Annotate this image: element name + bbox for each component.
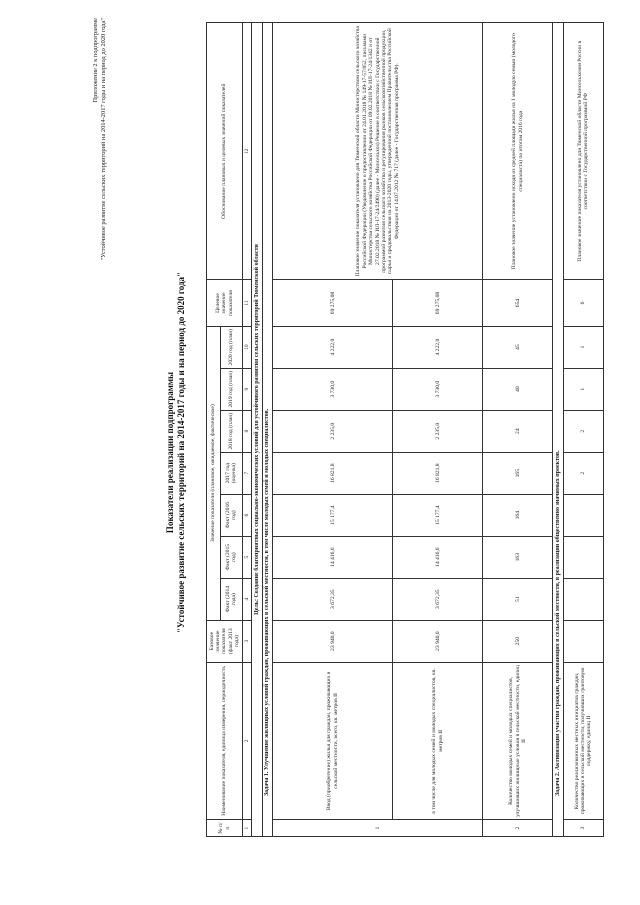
task2-text: Задача 2. Активизация участия граждан, проживающих в сельской местности, в реализации общественно значимых проектов. [553, 23, 563, 837]
document-title: Показатели реализации подпрограммы [165, 371, 175, 534]
appendix-line-1: Приложение 2 к подпрограмме [92, 18, 99, 103]
row-value: 14 416,6 [393, 536, 483, 578]
row-value: 15 177,4 [273, 494, 393, 536]
row-value: 6 [563, 280, 603, 326]
task2-row [553, 23, 563, 837]
col-index: 1 [243, 820, 252, 837]
row-number: 3 [563, 820, 603, 837]
header-2017: 2017 год (оценка) [220, 452, 242, 494]
row-value: 3 730,0 [273, 368, 393, 410]
header-2019: 2019 год (план) [220, 368, 242, 410]
row-value: 24 [483, 410, 553, 452]
row-value: 16 821,8 [393, 452, 483, 494]
col-index: 8 [243, 410, 252, 452]
row-value: 40 [483, 368, 553, 410]
row-value: 3 672,35 [273, 578, 393, 620]
row-value: 1 [563, 326, 603, 368]
table-row [273, 23, 393, 837]
row-justification: Плановое значение показателя установлено для Тюменской области Минсельхозом России в соответствии с Государственной программой РФ [563, 23, 603, 280]
row-indicator: в том числе для молодых семей и молодых специалистов, кв. метров II [393, 662, 483, 820]
header-2014: Факт (2014 года) [220, 578, 242, 620]
row-value: 15 177,4 [393, 494, 483, 536]
col-index: 12 [243, 23, 252, 280]
row-indicator: Количество молодых семей и молодых специалистов, улучшивших жилищные условия в сельской местности, единиц II [483, 662, 553, 820]
row-value: 4 222,0 [393, 326, 483, 368]
row-value: 2 [563, 410, 603, 452]
row-value: 164 [483, 494, 553, 536]
header-base-value: Базовое значение показателя (факт 2013 года) [207, 620, 243, 662]
header-2020: 2020 год (план) [220, 326, 242, 368]
row-value: 3 730,0 [393, 368, 483, 410]
row-value: 250 [483, 620, 553, 662]
row-value: 165 [483, 452, 553, 494]
row-number: 2 [483, 820, 553, 837]
col-index: 2 [243, 662, 252, 820]
row-value: 2 235,0 [393, 410, 483, 452]
row-value: 2 235,0 [273, 410, 393, 452]
row-value: 45 [483, 326, 553, 368]
col-index: 11 [243, 280, 252, 326]
task1-row [262, 23, 272, 837]
goal-row [252, 23, 262, 837]
table-row [483, 23, 553, 837]
col-index: 6 [243, 494, 252, 536]
row-indicator: Количество реализованных местных инициатив граждан, проживающих в сельской местности, получивших грантовую поддержку, единиц II [563, 662, 603, 820]
row-value: 23 940,0 [273, 620, 393, 662]
row-justification: Плановое значение установлено исходя из средней площади жилья на 1 молодую семью (молодого специалиста) по итогам 2016 года [483, 23, 553, 280]
row-value: 654 [483, 280, 553, 326]
appendix-line-2: "Устойчивое развитие сельских территорий на 2014-2017 годы и на период до 2020 года" [100, 18, 107, 261]
row-justification: Плановое значение показателя установлено для Тюменской области Министерством сельского хозяйства Российской Федерации (Уведомление о предоставлении от 24.01.2018 № 149-17-57/852, письмами Министерства сельского хозяйства Российской Федерации от 09.02.2018 № ИЛ-17-24/1342 и от 27.02.2018 № ИЛ-17-24/2490) (далее - Минсельхоз) Решение в соответствии с Государственной программой развития сельского хозяйства и регулирования рынков сельскохозяйственной продукции, сырья и продовольствия на 2013-2020 годы, утвержденной постановлением Правительства Российской Федерации от 14.07.2012 № 717 (далее - Государственная программа РФ). [273, 23, 483, 280]
header-target-value: Целевое значение показателя [207, 280, 243, 326]
col-index: 3 [243, 620, 252, 662]
header-row [207, 23, 221, 837]
header-2018: 2018 год (план) [220, 410, 242, 452]
task1-text: Задача 1. Улучшение жилищных условий граждан, проживающих в сельской местности, в том числе молодых семей и молодых специалистов. [262, 23, 272, 837]
row-value: 1 [563, 368, 603, 410]
header-justification: Обоснование плановых и целевых значений показателей [207, 23, 243, 280]
header-values-group: Значение показателя (плановое, ожидаемое, фактическое) [207, 326, 221, 620]
col-index: 7 [243, 452, 252, 494]
table-row [563, 23, 603, 837]
row-value: 23 940,0 [393, 620, 483, 662]
row-value: 16 821,8 [273, 452, 393, 494]
header-number: № п/п [207, 820, 243, 837]
row-value: 69 275,08 [393, 280, 483, 326]
row-value [563, 578, 603, 620]
row-value: 14 416,6 [273, 536, 393, 578]
row-value: 3 672,35 [393, 578, 483, 620]
row-value: 163 [483, 536, 553, 578]
row-value [563, 620, 603, 662]
col-index: 9 [243, 368, 252, 410]
col-index: 4 [243, 578, 252, 620]
row-value: 51 [483, 578, 553, 620]
column-index-row [243, 23, 252, 837]
row-value [563, 494, 603, 536]
row-value [563, 536, 603, 578]
header-2015: Факт (2015 год) [220, 536, 242, 578]
document-subtitle: "Устойчивое развитие сельских территорий на 2014-2017 годы и на период до 2020 года" [176, 271, 186, 634]
col-index: 5 [243, 536, 252, 578]
appendix-note [92, 18, 108, 348]
row-value: 4 222,0 [273, 326, 393, 368]
goal-text: Цель: Создание благоприятных социально-экономических условий для устойчивого развития сельских территорий Тюменской области [252, 23, 262, 837]
col-index: 10 [243, 326, 252, 368]
header-2016: Факт (2016 год) [220, 494, 242, 536]
header-indicator-name: Наименование показателя, единица измерения, периодичность [207, 662, 243, 820]
row-value: 69 275,08 [273, 280, 393, 326]
indicators-table [206, 22, 604, 837]
row-indicator: Ввод (приобретение) жилья для граждан, проживающих в сельской местности, всего, кв. метров II [273, 662, 393, 820]
row-value: 2 [563, 452, 603, 494]
row-number: 1 [273, 820, 483, 837]
